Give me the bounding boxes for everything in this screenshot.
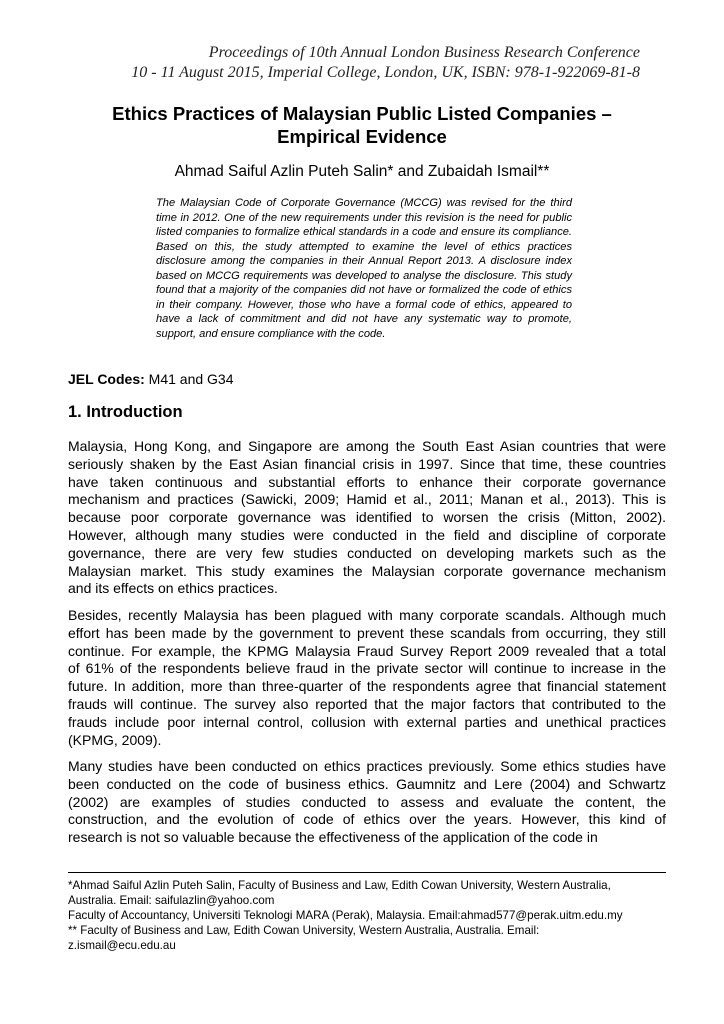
section-heading-introduction: 1. Introduction (68, 403, 183, 421)
footnote-line: ** Faculty of Business and Law, Edith Cowan University, Western Australia, Australia. Email: (68, 924, 540, 937)
author-list: Ahmad Saiful Azlin Puteh Salin* and Zubaidah Ismail** (174, 163, 550, 180)
paragraph-line: Besides, recently Malaysia has been plagued with many corporate scandals. Although much (68, 607, 666, 623)
paragraph-line: Many studies have been conducted on ethics practices previously. Some ethics studies have (68, 758, 666, 774)
footnote-line: Australia. Email: saifulazlin@yahoo.com (68, 894, 275, 907)
paragraph-line: have taken continuous and substantial efforts to enhance their corporate governance (68, 473, 666, 490)
paragraph-line: because poor corporate governance was identified to worsen the crisis (Mitton, 2002). (68, 509, 666, 526)
paragraph-line: of 61% of the respondents believe fraud in the private sector will continue to increase in the (68, 660, 666, 677)
footnote-divider (68, 872, 666, 873)
paragraph-line: and its effects on ethics practices. (68, 580, 278, 597)
jel-codes-label: JEL Codes: (68, 371, 145, 387)
paper-title-line-2: Empirical Evidence (277, 126, 447, 147)
paragraph-line: frauds include poor internal control, collusion with external parties and unethical practices (68, 713, 666, 730)
paragraph-line: construction, and the evolution of code of ethics over the years. However, this kind of (68, 811, 666, 828)
paragraph-line: future. In addition, more than three-quarter of the respondents agree that financial statement (68, 678, 666, 695)
paragraph-line: Malaysian market. This study examines the Malaysian corporate governance mechanism (68, 562, 666, 579)
paragraph-line: seriously shaken by the East Asian financial crisis in 1997. Since that time, these countries (68, 455, 666, 472)
paragraph-line: (KPMG, 2009). (68, 731, 162, 748)
paragraph-line: (2002) are examples of studies conducted to assess and evaluate the content, the (68, 793, 666, 810)
footnotes (68, 878, 668, 953)
paragraph-2 (68, 607, 666, 749)
paragraph-line: frauds will continue. The survey also reported that the major factors that contributed to the (68, 695, 666, 712)
abstract: The Malaysian Code of Corporate Governance (MCCG) was revised for the third time in 2012. One of the new requirements under this revision is the need for public listed companies to formalize ethical standards in a code and ensure its compliance. Based on this, the study attempted to examine the level of ethics practices disclosure among the companies in their Annual Report 2013. A disclosure index based on MCCG requirements was developed to analyse the disclosure. This study found that a majority of the companies did not have or formalized the code of ethics in their company. However, those who have a formal code of ethics, appeared to have a lack of commitment and did not have any systematic way to promote, support, and ensure compliance with the code. (156, 197, 572, 340)
jel-codes (68, 370, 234, 388)
paper-title (60, 102, 664, 148)
footnote-line: *Ahmad Saiful Azlin Puteh Salin, Faculty of Business and Law, Edith Cowan University, Western Australia, (68, 879, 611, 892)
paragraph-line: effort has been made by the government to prevent these scandals from occurring, they still (68, 624, 666, 641)
paragraph-1 (68, 438, 666, 598)
footnote-line: z.ismail@ecu.edu.au (68, 939, 176, 952)
paragraph-line: continue. For example, the KPMG Malaysia Fraud Survey Report 2009 revealed that a total (68, 642, 666, 659)
conference-header-line-2: 10 - 11 August 2015, Imperial College, London, UK, ISBN: 978-1-922069-81-8 (131, 64, 640, 81)
jel-codes-value: M41 and G34 (148, 371, 234, 387)
paragraph-line: governance, there are very few studies conducted on developing markets such as the (68, 544, 666, 561)
footnote-line: Faculty of Accountancy, Universiti Teknologi MARA (Perak), Malaysia. Email:ahmad577@perak.uitm.edu.my (68, 909, 623, 922)
paragraph-line: been conducted on the code of business ethics. Gaumnitz and Lere (2004) and Schwartz (68, 775, 666, 792)
paragraph-line: mechanism and practices (Sawicki, 2009; Hamid et al., 2011; Manan et al., 2013). This is (68, 491, 666, 508)
paragraph-line: Malaysia, Hong Kong, and Singapore are among the South East Asian countries that were (68, 438, 666, 454)
paragraph-line: However, although many studies were conducted in the field and discipline of corporate (68, 526, 666, 543)
conference-header (60, 43, 640, 83)
paragraph-3 (68, 758, 666, 847)
conference-header-line-1: Proceedings of 10th Annual London Business Research Conference (208, 44, 640, 61)
paragraph-line: research is not so valuable because the effectiveness of the application of the code in (68, 829, 598, 846)
paper-title-line-1: Ethics Practices of Malaysian Public Listed Companies – (112, 103, 612, 124)
